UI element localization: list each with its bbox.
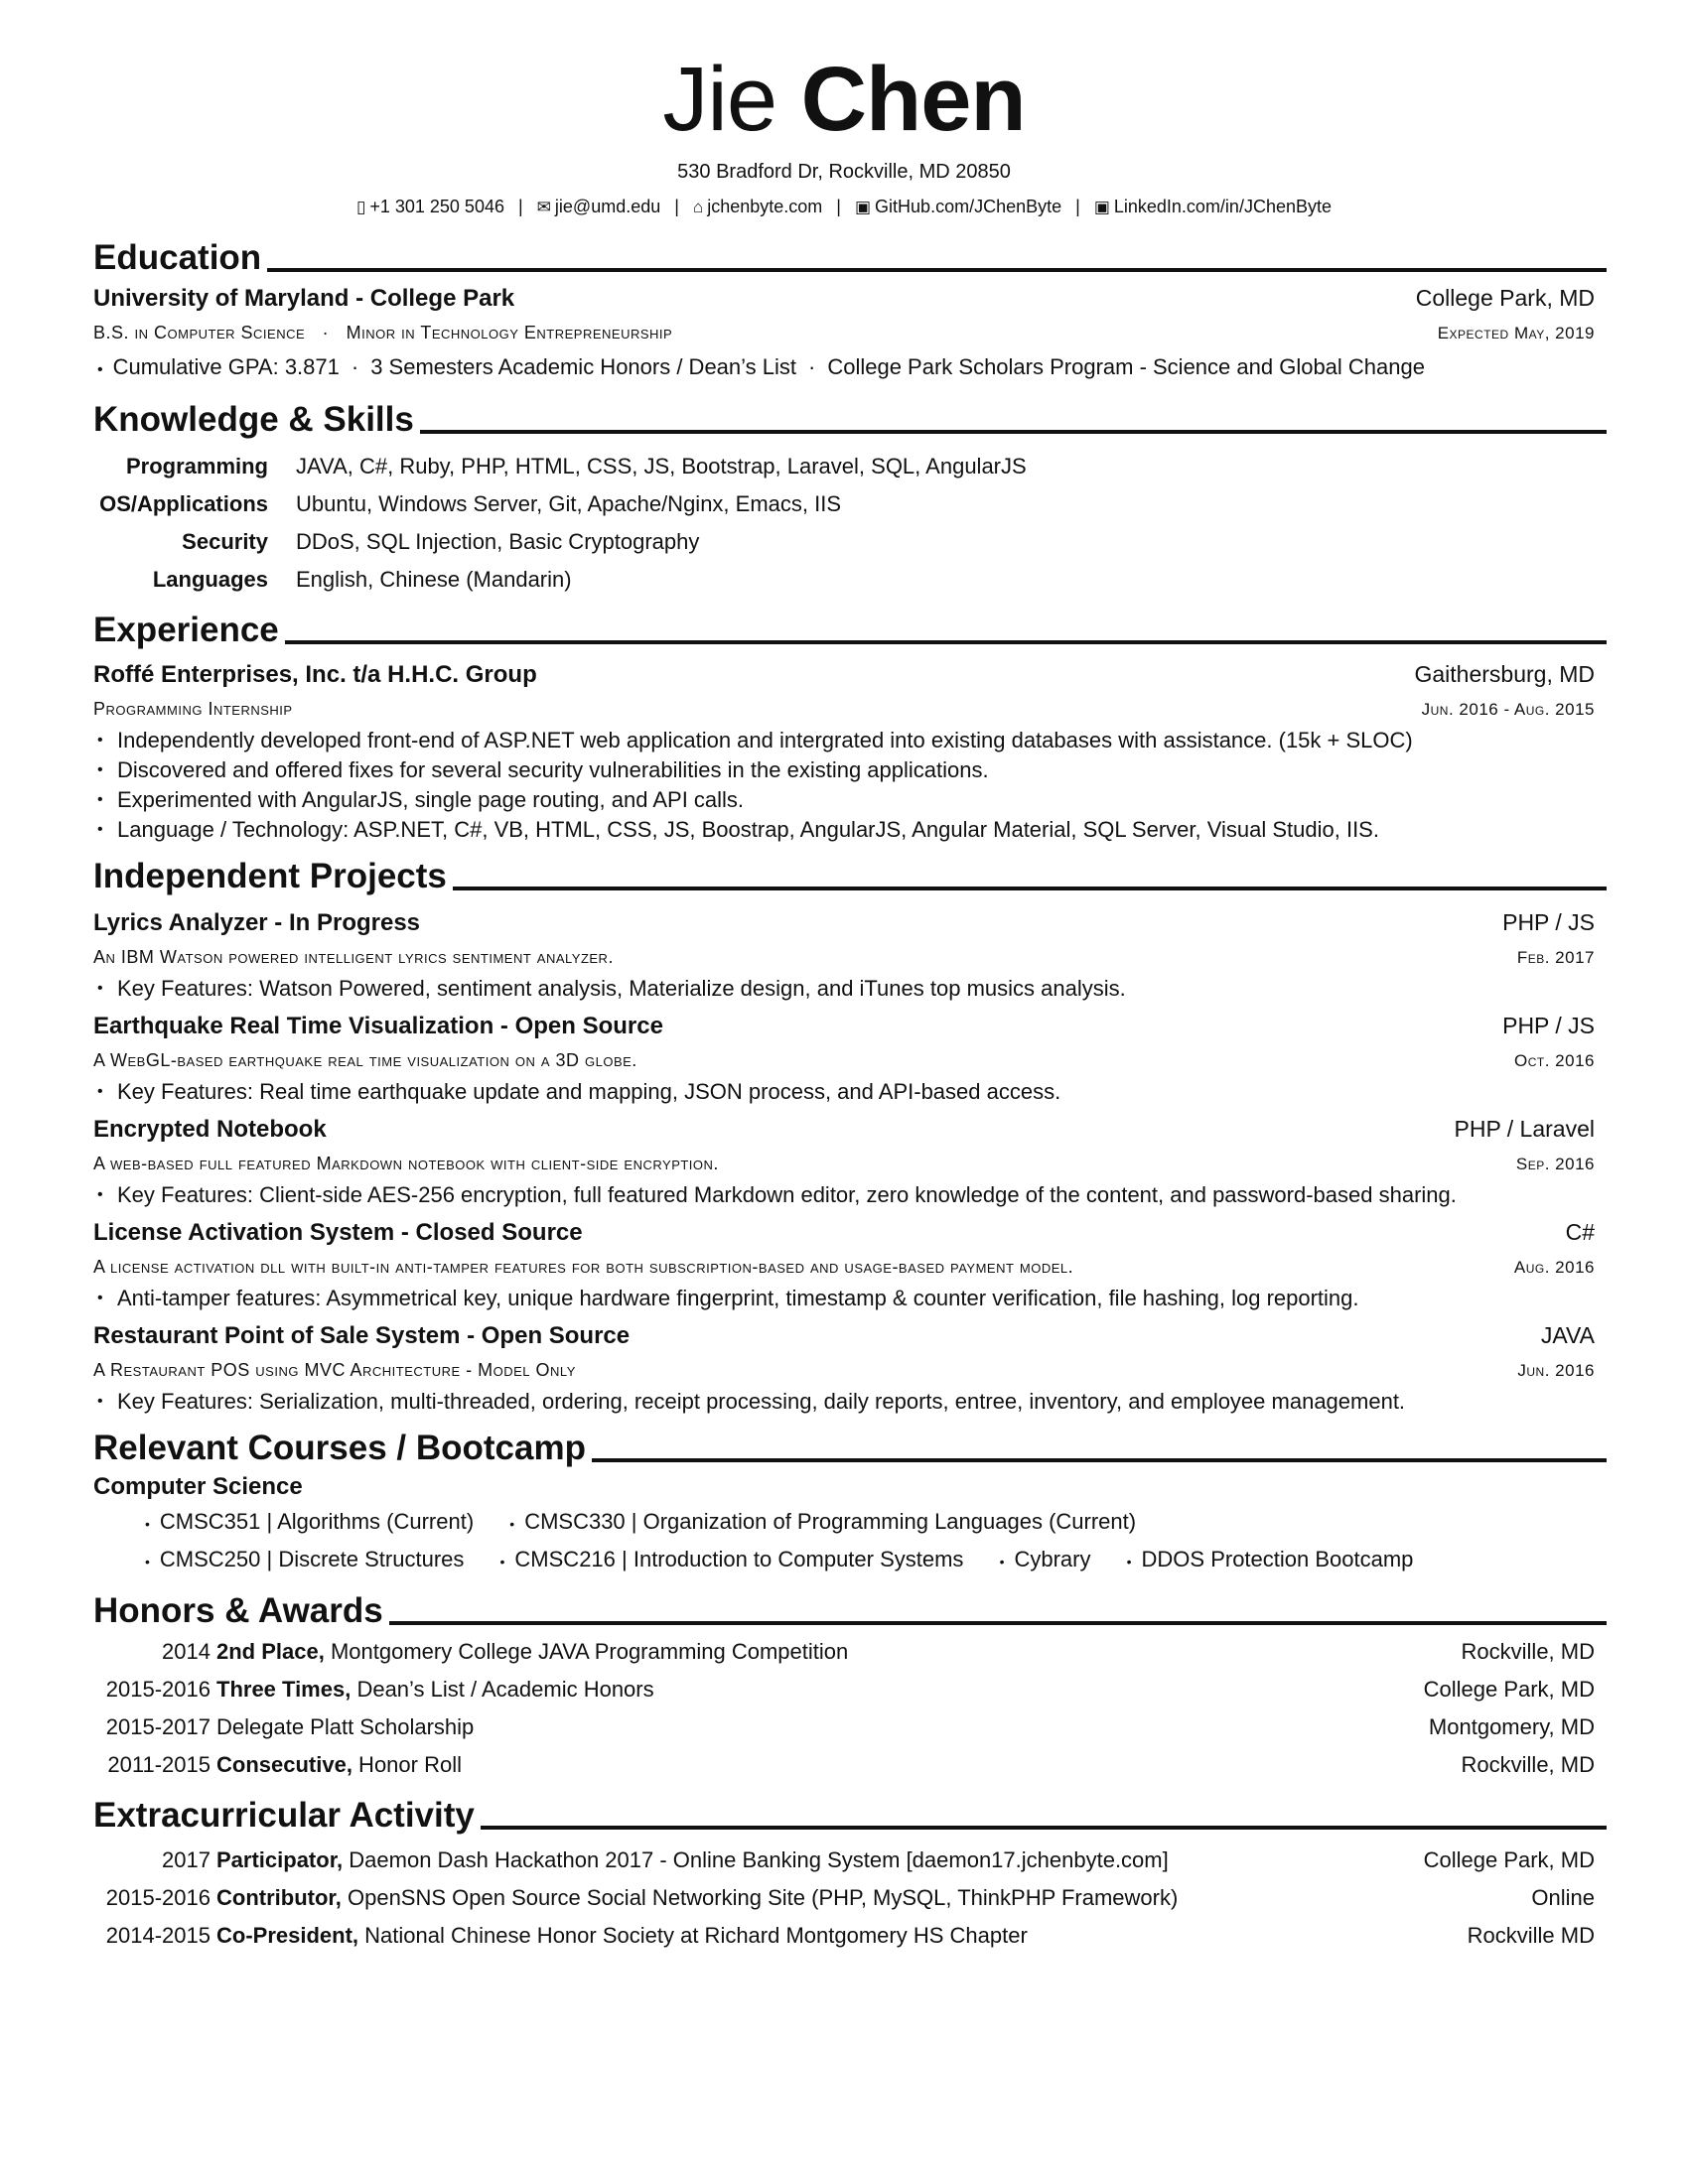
entry-row xyxy=(93,904,1595,941)
project-entry xyxy=(93,1008,1595,1107)
section-header xyxy=(93,1427,1595,1470)
project-bullets xyxy=(93,974,1595,1004)
courses-section xyxy=(93,1427,1595,1579)
award-row xyxy=(93,1917,1595,1955)
award-text-wrap xyxy=(216,1708,474,1746)
course-item: DDOS Protection Bootcamp xyxy=(1141,1547,1414,1571)
linkedin-icon: ▣ xyxy=(1093,198,1110,216)
award-text-wrap xyxy=(216,1671,654,1708)
section-title: Experience xyxy=(93,611,279,649)
contact-item[interactable] xyxy=(855,195,1061,219)
name-heading xyxy=(0,50,1688,149)
award-text: OpenSNS Open Source Social Networking Site (PHP, MySQL, ThinkPHP Framework) xyxy=(341,1885,1179,1910)
award-row xyxy=(93,1708,1595,1746)
skill-value: JAVA, C#, Ruby, PHP, HTML, CSS, JS, Bootstrap, Laravel, SQL, AngularJS xyxy=(296,454,1027,478)
bullet-dot: • xyxy=(499,1554,505,1570)
skills-section xyxy=(93,398,1595,599)
award-text: Montgomery College JAVA Programming Competition xyxy=(324,1639,849,1664)
envelope-icon: ✉ xyxy=(536,198,551,216)
award-location: College Park, MD xyxy=(1423,1677,1595,1702)
skills-table xyxy=(93,448,1595,599)
award-year: 2015-2017 xyxy=(105,1714,211,1739)
project-entry xyxy=(93,1111,1595,1210)
contact-text[interactable]: GitHub.com/JChenByte xyxy=(875,197,1062,216)
section-divider xyxy=(592,1458,1607,1462)
award-highlight: Participator, xyxy=(216,1847,344,1872)
project-bullets xyxy=(93,1180,1595,1210)
contact-item[interactable] xyxy=(356,195,504,219)
skill-key: Security xyxy=(182,529,268,554)
award-text-wrap xyxy=(216,1842,1169,1879)
highlight: Cumulative GPA: 3.871 xyxy=(112,354,340,379)
project-bullets xyxy=(93,1284,1595,1313)
resume-header xyxy=(0,50,1688,219)
course-line xyxy=(93,1504,1595,1542)
project-name: Encrypted Notebook xyxy=(93,1116,327,1143)
list-item: • Key Features: Client-side AES-256 encryption, full featured Markdown editor, zero knowledge of the content, and password-based sharing. xyxy=(93,1180,1595,1210)
award-location: Montgomery, MD xyxy=(1428,1714,1595,1739)
project-name: Lyrics Analyzer - In Progress xyxy=(93,909,421,936)
skill-row xyxy=(93,448,1595,485)
course-item: CMSC351 | Algorithms (Current) xyxy=(159,1509,475,1534)
separator-dot: · xyxy=(808,354,816,379)
contact-text[interactable]: LinkedIn.com/in/JChenByte xyxy=(1113,197,1332,216)
project-tech: PHP / JS xyxy=(1502,909,1595,935)
activities-section xyxy=(93,1794,1595,1955)
project-date: Oct. 2016 xyxy=(1514,1051,1595,1070)
course-item: Cybrary xyxy=(1014,1547,1091,1571)
skill-row xyxy=(93,523,1595,561)
project-description: A license activation dll with built-in anti-tamper features for both subscription-based and usage-based payment model. xyxy=(93,1257,1074,1277)
entry-row xyxy=(93,1111,1595,1148)
list-item: • Key Features: Serialization, multi-threaded, ordering, receipt processing, daily reports, entree, inventory, and employee management. xyxy=(93,1387,1595,1417)
list-item: • Key Features: Watson Powered, sentiment analysis, Materialize design, and iTunes top musics analysis. xyxy=(93,974,1595,1004)
award-text-wrap xyxy=(216,1746,462,1784)
contact-item[interactable] xyxy=(537,195,661,219)
project-description: A Restaurant POS using MVC Architecture - Model Only xyxy=(93,1360,576,1380)
contact-text[interactable]: jie@umd.edu xyxy=(554,197,661,216)
section-title: Independent Projects xyxy=(93,857,447,895)
entry-row xyxy=(93,1008,1595,1044)
course-item: CMSC216 | Introduction to Computer Systems xyxy=(514,1547,964,1571)
award-year: 2015-2016 xyxy=(105,1885,211,1910)
project-date: Jun. 2016 xyxy=(1517,1361,1595,1380)
bullet-dot: • xyxy=(145,1516,150,1532)
list-item: • Discovered and offered fixes for several security vulnerabilities in the existing applications. xyxy=(93,755,1595,785)
honors-section xyxy=(93,1589,1595,1784)
education-highlights xyxy=(93,349,1595,388)
award-year: 2014 xyxy=(162,1639,211,1664)
award-description xyxy=(93,1917,1028,1955)
github-icon: ▣ xyxy=(854,198,872,216)
projects-section xyxy=(93,855,1595,1417)
section-header xyxy=(93,855,1595,898)
sub-row xyxy=(93,1148,1595,1180)
project-list xyxy=(93,904,1595,1417)
project-tech: JAVA xyxy=(1540,1322,1595,1348)
minor: Minor in Technology Entrepreneurship xyxy=(346,323,673,342)
first-name: Jie xyxy=(662,49,777,150)
contact-bar xyxy=(0,195,1688,219)
project-name: Earthquake Real Time Visualization - Open Source xyxy=(93,1013,663,1039)
course-category: Computer Science xyxy=(93,1473,303,1500)
section-divider xyxy=(453,887,1607,890)
skill-value: DDoS, SQL Injection, Basic Cryptography xyxy=(296,529,700,554)
award-description xyxy=(93,1708,474,1746)
section-title: Relevant Courses / Bootcamp xyxy=(93,1429,586,1467)
activities-list xyxy=(93,1842,1595,1955)
award-highlight: Contributor, xyxy=(216,1885,342,1910)
project-description: An IBM Watson powered intelligent lyrics sentiment analyzer. xyxy=(93,947,614,967)
project-description: A web-based full featured Markdown notebook with client-side encryption. xyxy=(93,1154,719,1173)
award-row xyxy=(93,1879,1595,1917)
list-item: • Language / Technology: ASP.NET, C#, VB, HTML, CSS, JS, Boostrap, AngularJS, Angular Material, SQL Server, Visual Studio, IIS. xyxy=(93,815,1595,845)
degree-line xyxy=(93,317,672,348)
project-entry xyxy=(93,904,1595,1004)
section-title: Knowledge & Skills xyxy=(93,400,414,439)
company-name: Roffé Enterprises, Inc. t/a H.H.C. Group xyxy=(93,661,537,688)
award-location: Rockville MD xyxy=(1467,1923,1595,1948)
list-item: • Experimented with AngularJS, single page routing, and API calls. xyxy=(93,785,1595,815)
last-name: Chen xyxy=(800,49,1026,150)
award-location: Rockville, MD xyxy=(1461,1752,1595,1777)
sub-row xyxy=(93,1044,1595,1077)
school-name: University of Maryland - College Park xyxy=(93,285,515,312)
skill-row xyxy=(93,561,1595,599)
award-highlight: 2nd Place, xyxy=(216,1639,325,1664)
graduation-date: Expected May, 2019 xyxy=(1437,324,1595,342)
skill-key: Languages xyxy=(152,567,268,592)
contact-text[interactable]: jchenbyte.com xyxy=(707,197,823,216)
award-row xyxy=(93,1842,1595,1879)
section-divider xyxy=(389,1621,1607,1625)
award-highlight: Three Times, xyxy=(216,1677,352,1702)
award-row xyxy=(93,1633,1595,1671)
project-name: License Activation System - Closed Source xyxy=(93,1219,583,1246)
address: 530 Bradford Dr, Rockville, MD 20850 xyxy=(677,161,1011,183)
skill-value: Ubuntu, Windows Server, Git, Apache/Nginx, Emacs, IIS xyxy=(296,491,842,516)
company-location: Gaithersburg, MD xyxy=(1414,661,1595,687)
honors-list xyxy=(93,1633,1595,1784)
award-location: Rockville, MD xyxy=(1461,1639,1595,1664)
list-item: • Independently developed front-end of ASP.NET web application and intergrated into existing databases with assistance. (15k + SLOC) xyxy=(93,726,1595,755)
section-header xyxy=(93,1589,1595,1633)
course-line xyxy=(93,1542,1595,1579)
bullet-dot: • xyxy=(145,1554,150,1570)
separator-dot: · xyxy=(351,354,359,379)
bullet-dot: • xyxy=(1126,1554,1132,1570)
entry-row xyxy=(93,1214,1595,1251)
bullet-dot: • xyxy=(97,361,103,378)
contact-separator: | xyxy=(674,197,679,216)
award-text: Daemon Dash Hackathon 2017 - Online Banking System [daemon17.jchenbyte.com] xyxy=(343,1847,1169,1872)
section-divider xyxy=(420,430,1607,434)
project-tech: PHP / Laravel xyxy=(1454,1116,1595,1142)
home-icon: ⌂ xyxy=(692,198,704,216)
section-title: Education xyxy=(93,238,262,277)
award-description xyxy=(93,1842,1169,1879)
contact-separator: | xyxy=(1075,197,1080,216)
award-text: Delegate Platt Scholarship xyxy=(216,1714,475,1739)
section-header xyxy=(93,609,1595,652)
sub-row xyxy=(93,941,1595,974)
award-description xyxy=(93,1879,1178,1917)
section-header xyxy=(93,398,1595,442)
sub-row xyxy=(93,1251,1595,1284)
job-dates: Jun. 2016 - Aug. 2015 xyxy=(1421,700,1595,719)
award-year: 2017 xyxy=(162,1847,211,1872)
highlight: College Park Scholars Program - Science and Global Change xyxy=(827,354,1425,379)
skill-value: English, Chinese (Mandarin) xyxy=(296,567,572,592)
skill-key: OS/Applications xyxy=(99,491,268,516)
award-description xyxy=(93,1746,462,1784)
contact-item[interactable] xyxy=(1094,195,1332,219)
award-highlight: Co-President, xyxy=(216,1923,359,1948)
project-entry xyxy=(93,1317,1595,1417)
contact-separator: | xyxy=(517,197,523,216)
section-title: Extracurricular Activity xyxy=(93,1796,475,1835)
award-text-wrap xyxy=(216,1879,1178,1917)
school-location: College Park, MD xyxy=(1415,285,1595,311)
project-tech: PHP / JS xyxy=(1502,1013,1595,1038)
contact-item[interactable] xyxy=(693,195,822,219)
award-year: 2014-2015 xyxy=(105,1923,211,1948)
award-row xyxy=(93,1746,1595,1784)
project-date: Aug. 2016 xyxy=(1513,1258,1595,1277)
bullet-dot: • xyxy=(999,1554,1005,1570)
course-item: CMSC330 | Organization of Programming Languages (Current) xyxy=(524,1509,1137,1534)
award-text: Dean’s List / Academic Honors xyxy=(351,1677,654,1702)
contact-separator: | xyxy=(836,197,841,216)
skill-key: Programming xyxy=(125,454,268,478)
section-header xyxy=(93,1794,1595,1838)
contact-text[interactable]: +1 301 250 5046 xyxy=(369,197,504,216)
award-location: College Park, MD xyxy=(1423,1847,1595,1872)
section-title: Honors & Awards xyxy=(93,1591,383,1630)
project-date: Sep. 2016 xyxy=(1515,1155,1595,1173)
experience-bullets xyxy=(93,726,1595,845)
project-tech: C# xyxy=(1565,1219,1595,1245)
skill-row xyxy=(93,485,1595,523)
bullet-dot: • xyxy=(509,1516,515,1532)
project-name: Restaurant Point of Sale System - Open Source xyxy=(93,1322,631,1349)
award-highlight: Consecutive, xyxy=(216,1752,352,1777)
award-description xyxy=(93,1633,848,1671)
entry-row xyxy=(93,1317,1595,1354)
project-date: Feb. 2017 xyxy=(1516,948,1595,967)
section-header xyxy=(93,236,1595,280)
project-bullets xyxy=(93,1387,1595,1417)
project-bullets xyxy=(93,1077,1595,1107)
phone-icon: ▯ xyxy=(355,198,366,216)
experience-section xyxy=(93,609,1595,845)
course-item: CMSC250 | Discrete Structures xyxy=(159,1547,465,1571)
education-section xyxy=(93,236,1595,388)
project-entry xyxy=(93,1214,1595,1313)
award-text: National Chinese Honor Society at Richard Montgomery HS Chapter xyxy=(358,1923,1028,1948)
award-year: 2015-2016 xyxy=(105,1677,211,1702)
award-location: Online xyxy=(1531,1885,1595,1910)
job-role: Programming Internship xyxy=(93,699,293,719)
entry-row xyxy=(93,656,1595,693)
section-divider xyxy=(285,640,1607,644)
list-item: • Anti-tamper features: Asymmetrical key, unique hardware fingerprint, timestamp & counter verification, file hashing, log reporting. xyxy=(93,1284,1595,1313)
section-divider xyxy=(481,1826,1607,1830)
sub-row xyxy=(93,1354,1595,1387)
award-text-wrap xyxy=(216,1633,848,1671)
separator-dot: · xyxy=(322,323,330,342)
award-text-wrap xyxy=(216,1917,1028,1955)
award-description xyxy=(93,1671,654,1708)
degree: B.S. in Computer Science xyxy=(93,323,306,342)
award-year: 2011-2015 xyxy=(107,1752,211,1777)
sub-row xyxy=(93,317,1595,349)
resume-body xyxy=(93,226,1595,1955)
highlight: 3 Semesters Academic Honors / Dean’s List xyxy=(370,354,796,379)
award-row xyxy=(93,1671,1595,1708)
list-item: • Key Features: Real time earthquake update and mapping, JSON process, and API-based access. xyxy=(93,1077,1595,1107)
project-description: A WebGL-based earthquake real time visualization on a 3D globe. xyxy=(93,1050,637,1070)
sub-row xyxy=(93,693,1595,726)
section-divider xyxy=(267,268,1607,272)
award-text: Honor Roll xyxy=(352,1752,462,1777)
entry-row xyxy=(93,280,1595,317)
